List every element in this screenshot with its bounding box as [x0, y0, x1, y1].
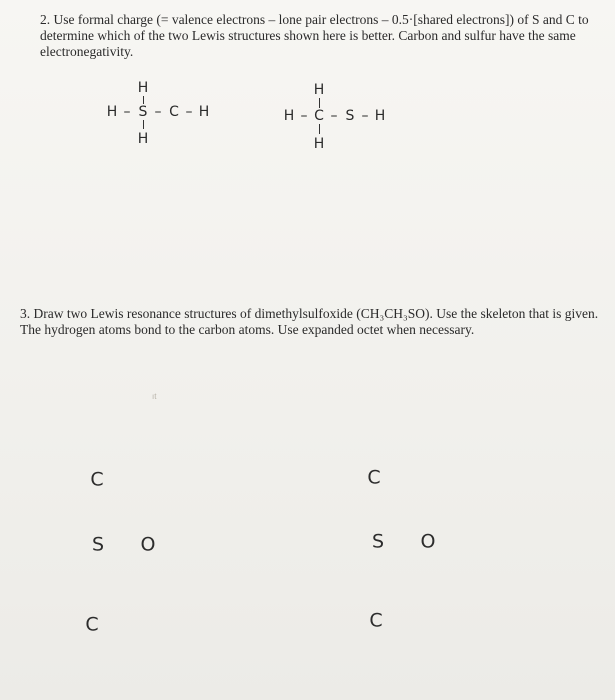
question-3-text: 3. Draw two Lewis resonance structures of dimethylsulfoxide (CH₃CH₃SO). Use the skeleton that is given. The hydrogen atoms bond to the carbon atoms. Use expanded octet when necessary.: [20, 306, 599, 337]
skeleton-atom-o: O: [140, 533, 156, 556]
skeleton-atom-s: S: [371, 530, 385, 553]
skeleton-atom-c-bottom: C: [85, 613, 99, 636]
skeleton-atom-o: O: [420, 530, 436, 553]
faint-pencil-mark: ıt: [152, 392, 157, 401]
skeleton-atom-c-top: C: [90, 468, 104, 491]
atom-s: S: [345, 108, 355, 124]
atom-h-right: H: [374, 108, 386, 124]
bond-dash: –: [330, 108, 338, 124]
atom-h-left: H: [283, 108, 295, 124]
atom-h-top: H: [313, 82, 325, 98]
atom-h-bottom: H: [313, 136, 325, 152]
bond-dash: –: [185, 104, 193, 120]
bond-dash: –: [300, 108, 308, 124]
bond-dash: –: [123, 104, 131, 120]
skeleton-atom-c-top: C: [367, 466, 381, 489]
bond-dash: –: [154, 104, 162, 120]
skeleton-atom-c-bottom: C: [369, 609, 383, 632]
atom-h-left: H: [106, 104, 118, 120]
question-2-text: 2. Use formal charge (= valence electrons – lone pair electrons – 0.5·[shared electrons]) of S and C to determine which of the two Lewis structures shown here is better. Carbon and sulfur have the same electronegativity.: [40, 12, 589, 59]
atom-c: C: [169, 104, 179, 120]
bond-dash: –: [361, 108, 369, 124]
atom-h-top: H: [137, 80, 149, 96]
skeleton-atom-s: S: [91, 533, 105, 556]
atom-h-bottom: H: [137, 131, 149, 147]
atom-h-right: H: [198, 104, 210, 120]
atom-c-center: C: [314, 108, 324, 124]
atom-s-center: S: [138, 104, 148, 120]
